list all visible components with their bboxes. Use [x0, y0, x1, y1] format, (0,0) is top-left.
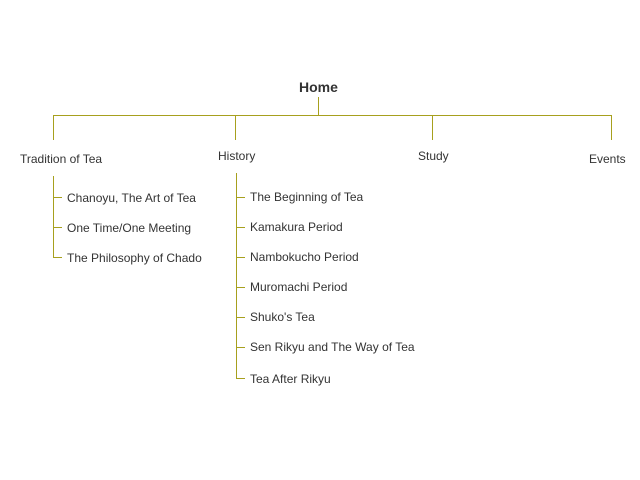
- events-drop-connector: [611, 115, 612, 140]
- history-child-tick: [236, 317, 245, 318]
- tradition-child-item[interactable]: One Time/One Meeting: [67, 221, 192, 235]
- history-child-item[interactable]: Shuko's Tea: [250, 310, 315, 324]
- history-child-tick: [236, 257, 245, 258]
- history-child-item[interactable]: Tea After Rikyu: [250, 372, 331, 386]
- tradition-child-item[interactable]: The Philosophy of Chado: [67, 251, 202, 265]
- history-child-tick: [236, 227, 245, 228]
- history-child-tick: [236, 287, 245, 288]
- branch-tradition-of-tea[interactable]: Tradition of Tea: [20, 152, 103, 166]
- home-link[interactable]: Home: [299, 79, 338, 95]
- history-drop-connector: [235, 115, 236, 140]
- tradition-child-tick: [53, 197, 62, 198]
- root-stem-connector: [318, 97, 319, 115]
- history-child-tick: [236, 347, 245, 348]
- tradition-drop-connector: [53, 115, 54, 140]
- tradition-child-tick: [53, 257, 62, 258]
- branch-study[interactable]: Study: [418, 149, 449, 163]
- history-child-item[interactable]: The Beginning of Tea: [250, 190, 364, 204]
- history-child-item[interactable]: Muromachi Period: [250, 280, 348, 294]
- tradition-child-tick: [53, 227, 62, 228]
- tradition-children-connector: [53, 176, 54, 257]
- history-child-tick: [236, 197, 245, 198]
- tradition-child-item[interactable]: Chanoyu, The Art of Tea: [67, 191, 196, 205]
- branch-history[interactable]: History: [218, 149, 256, 163]
- history-child-item[interactable]: Sen Rikyu and The Way of Tea: [250, 340, 415, 354]
- study-drop-connector: [432, 115, 433, 140]
- history-children-connector: [236, 173, 237, 379]
- history-child-item[interactable]: Nambokucho Period: [250, 250, 359, 264]
- history-child-tick: [236, 378, 245, 379]
- main-horizontal-connector: [53, 115, 612, 116]
- branch-events[interactable]: Events: [589, 152, 626, 166]
- history-child-item[interactable]: Kamakura Period: [250, 220, 343, 234]
